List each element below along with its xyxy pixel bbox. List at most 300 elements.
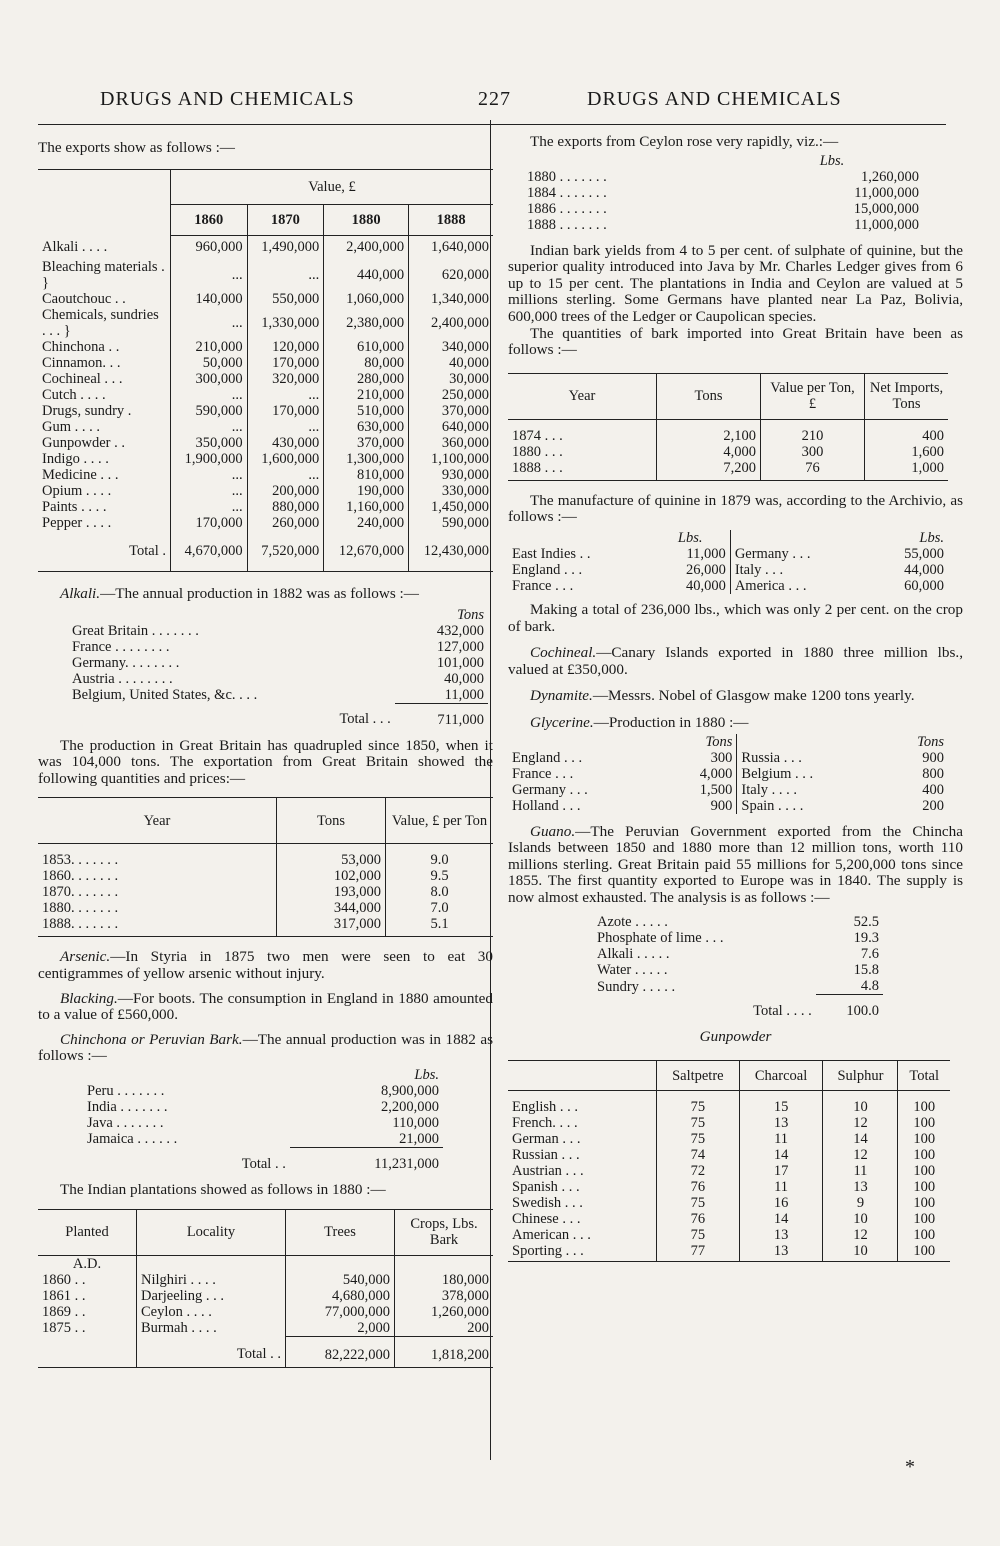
table-row: [508, 1131, 950, 1147]
gb-h-tons: Tons: [277, 798, 386, 844]
chinchona-unit: Lbs.: [414, 1067, 439, 1084]
export-value: ...: [171, 387, 248, 403]
item-value: 300: [710, 749, 733, 766]
export-value: 210,000: [171, 339, 248, 355]
gun-value: 100: [898, 1211, 950, 1227]
plant-trees: 540,000: [286, 1272, 395, 1288]
year-header: 1880: [324, 204, 409, 235]
quinine-total: Making a total of 236,000 lbs., which was only 2 per cent. on the crop of bark.: [508, 600, 963, 635]
list-item: [83, 1131, 443, 1148]
gun-value: 75: [657, 1227, 740, 1243]
plantations-table: [38, 1209, 493, 1368]
gun-nation: Sporting . . .: [508, 1243, 657, 1262]
gun-value: 100: [898, 1131, 950, 1147]
list-item: [508, 798, 948, 814]
table-row: [38, 1288, 493, 1304]
gun-value: 12: [823, 1227, 898, 1243]
plant-total-label: Total . .: [137, 1336, 286, 1367]
item-label: Sundry . . . . .: [597, 978, 676, 995]
item-label: Peru . . . . . . .: [87, 1083, 165, 1100]
plant-locality: Ceylon . . . .: [137, 1304, 286, 1320]
item-label: Alkali . . . . .: [597, 946, 670, 963]
item-value: 800: [922, 765, 944, 782]
gun-nation: Chinese . . .: [512, 1211, 581, 1228]
list-item: [83, 1099, 443, 1115]
table-row: [38, 419, 493, 435]
quinine-table: [508, 530, 948, 594]
item-value: 200: [922, 797, 944, 814]
imp-value: 76: [761, 460, 865, 481]
dynamite-title: Dynamite.: [530, 687, 593, 705]
export-value: 280,000: [324, 371, 409, 387]
list-item: [68, 671, 488, 687]
plant-h-trees: Trees: [286, 1209, 395, 1255]
export-value: 320,000: [247, 371, 324, 387]
gunpowder-table: [508, 1060, 950, 1262]
export-value: 640,000: [409, 419, 493, 435]
gb-export-table: [38, 797, 493, 937]
export-value: 590,000: [171, 403, 248, 419]
list-item: [508, 750, 948, 766]
export-value: 810,000: [324, 467, 409, 483]
item-value: 26,000: [685, 561, 726, 578]
gun-nation: German . . .: [512, 1131, 581, 1148]
export-value: ...: [171, 467, 248, 483]
table-row: [38, 1304, 493, 1320]
imports-text: The quantities of bark imported into Great Britain have been as follows :—: [508, 324, 963, 359]
item-label: England . . .: [512, 749, 583, 766]
plant-h-crops: Crops, Lbs. Bark: [395, 1209, 494, 1255]
export-value: 1,330,000: [247, 307, 324, 339]
total-row: [38, 531, 493, 572]
gun-header: Sulphur: [823, 1061, 898, 1091]
export-value: 930,000: [409, 467, 493, 483]
export-value: 2,400,000: [409, 307, 493, 339]
footer-mark: *: [905, 1456, 915, 1478]
export-label: Opium . . . .: [42, 483, 112, 500]
imp-year: 1874 . . .: [512, 427, 563, 444]
export-label: Caoutchouc . .: [42, 291, 126, 308]
alkali-text: —The annual production in 1882 was as follows :—: [100, 585, 419, 603]
item-value: 8,900,000: [381, 1083, 439, 1100]
table-row: [508, 1115, 950, 1131]
item-label: 1888 . . . . . . .: [527, 216, 607, 233]
list-item: [508, 578, 948, 594]
chinchona-table: [83, 1067, 443, 1172]
plant-locality: Burmah . . . .: [137, 1320, 286, 1337]
plant-crops: 378,000: [395, 1288, 494, 1304]
gun-value: 15: [739, 1091, 823, 1116]
gun-value: 76: [657, 1179, 740, 1195]
list-item: [83, 1115, 443, 1131]
list-item: [523, 169, 923, 185]
item-label: Belgium, United States, &c. . . .: [72, 686, 258, 703]
export-label: Drugs, sundry .: [42, 403, 132, 420]
chinchona-text: —The annual production was in 1882 as follows :—: [38, 1030, 493, 1065]
export-label: Alkali . . . .: [42, 239, 108, 256]
export-value: ...: [171, 307, 248, 339]
imp-tons: 2,100: [657, 419, 761, 444]
item-value: 2,200,000: [381, 1099, 439, 1116]
item-label: Italy . . .: [730, 562, 869, 578]
export-value: 1,300,000: [324, 451, 409, 467]
gun-value: 75: [657, 1131, 740, 1147]
gun-nation: English . . .: [512, 1099, 579, 1116]
table-row: [508, 444, 948, 460]
export-value: 360,000: [409, 435, 493, 451]
chinchona-title: Chinchona or Peruvian Bark.: [60, 1030, 243, 1048]
export-value: 170,000: [247, 355, 324, 371]
item-value: 15,000,000: [853, 200, 919, 217]
item-label: 1880 . . . . . . .: [527, 168, 607, 185]
gb-tons: 53,000: [277, 844, 386, 869]
gun-value: 11: [739, 1179, 823, 1195]
item-value: 40,000: [444, 670, 484, 687]
gun-header: Total: [898, 1061, 950, 1091]
total-value: 711,000: [395, 703, 488, 728]
right-column: [508, 134, 963, 1262]
export-label: Paints . . . .: [42, 499, 107, 516]
export-value: 250,000: [409, 387, 493, 403]
table-row: [38, 355, 493, 371]
plant-locality: Darjeeling . . .: [137, 1288, 286, 1304]
plant-year: 1869 . .: [42, 1303, 86, 1320]
gun-value: 10: [823, 1211, 898, 1227]
gb-year: 1880. . . . . . .: [42, 900, 119, 917]
item-value: 400: [922, 781, 944, 798]
table-row: [508, 1227, 950, 1243]
item-value: 4,000: [699, 765, 733, 782]
gb-value: 9.0: [386, 844, 494, 869]
list-item: [68, 655, 488, 671]
list-item: [593, 962, 883, 978]
gb-year: 1860. . . . . . .: [42, 868, 119, 885]
total-label: Total .: [38, 531, 171, 572]
arsenic-text: —In Styria in 1875 two men were seen to eat 30 centigrammes of yellow arsenic without injury.: [38, 948, 493, 983]
exports-intro: The exports show as follows :—: [38, 139, 235, 156]
table-row: [508, 1091, 950, 1116]
export-value: ...: [171, 499, 248, 515]
gb-value: 7.0: [386, 900, 494, 916]
list-item: [68, 687, 488, 704]
imp-h-tons: Tons: [657, 373, 761, 419]
gun-value: 100: [898, 1147, 950, 1163]
export-label: Bleaching materials . }: [42, 259, 165, 292]
item-value: 11,000,000: [854, 184, 919, 201]
imports-table: [508, 373, 948, 481]
item-value: 21,000: [399, 1131, 439, 1148]
gun-nation: Austrian . . .: [512, 1163, 584, 1180]
item-label: Phosphate of lime . . .: [597, 930, 724, 947]
gb-tons: 193,000: [277, 884, 386, 900]
export-value: 510,000: [324, 403, 409, 419]
export-label: Pepper . . . .: [42, 515, 112, 532]
total-value: 12,670,000: [324, 531, 409, 572]
blacking-title: Blacking.: [60, 989, 118, 1007]
item-value: 900: [710, 797, 733, 814]
ceylon-intro: The exports from Ceylon rose very rapidly, viz.:—: [530, 133, 839, 150]
plant-crops: 1,260,000: [395, 1304, 494, 1320]
export-value: 200,000: [247, 483, 324, 499]
list-item: [593, 946, 883, 962]
item-value: 127,000: [436, 638, 484, 655]
gun-value: 12: [823, 1147, 898, 1163]
export-value: 300,000: [171, 371, 248, 387]
export-value: ...: [247, 387, 324, 403]
item-value: 7.6: [860, 946, 879, 963]
item-label: Russia . . .: [737, 750, 884, 766]
item-label: 1884 . . . . . . .: [527, 184, 607, 201]
item-label: England . . .: [512, 561, 583, 578]
item-label: Austria . . . . . . . .: [72, 670, 173, 687]
imp-year: 1888 . . .: [508, 460, 657, 481]
gun-value: 100: [898, 1091, 950, 1116]
export-value: 1,450,000: [409, 499, 493, 515]
gb-h-year: Year: [38, 798, 277, 844]
gun-value: 13: [823, 1179, 898, 1195]
plant-h-locality: Locality: [137, 1209, 286, 1255]
item-value: 1,500: [699, 781, 733, 798]
table-row: [508, 419, 948, 444]
ceylon-table: [523, 153, 923, 233]
plant-crops: 180,000: [395, 1272, 494, 1288]
list-item: [523, 201, 923, 217]
export-value: 630,000: [324, 419, 409, 435]
table-row: [508, 1147, 950, 1163]
export-value: 170,000: [247, 403, 324, 419]
item-value: 4.8: [860, 978, 879, 995]
export-value: 340,000: [409, 339, 493, 355]
imp-value: 300: [761, 444, 865, 460]
export-value: 1,640,000: [409, 235, 493, 259]
export-value: 620,000: [409, 259, 493, 291]
blacking-text: —For boots. The consumption in England in 1880 amounted to a value of £560,000.: [38, 989, 493, 1024]
imp-net: 400: [865, 419, 949, 444]
list-item: [523, 185, 923, 201]
gun-value: 74: [657, 1147, 740, 1163]
export-value: ...: [247, 419, 324, 435]
export-value: 2,400,000: [324, 235, 409, 259]
item-label: America . . .: [730, 578, 869, 594]
imp-net: 1,600: [865, 444, 949, 460]
export-value: 370,000: [409, 403, 493, 419]
export-value: 370,000: [324, 435, 409, 451]
list-item: [593, 930, 883, 946]
plant-year: 1860 . .: [42, 1271, 86, 1288]
export-label: Chinchona . .: [42, 339, 120, 356]
running-head-right: DRUGS AND CHEMICALS: [587, 88, 842, 110]
imp-year: 1880 . . .: [512, 443, 563, 460]
gun-value: 100: [898, 1227, 950, 1243]
list-item: [593, 978, 883, 995]
table-row: [508, 1243, 950, 1262]
item-label: Italy . . . .: [737, 782, 884, 798]
item-value: 15.8: [853, 962, 879, 979]
export-value: 330,000: [409, 483, 493, 499]
gun-value: 11: [739, 1131, 823, 1147]
gb-tons: 344,000: [277, 900, 386, 916]
export-value: 430,000: [247, 435, 324, 451]
item-label: Belgium . . .: [737, 766, 884, 782]
guano-text: —The Peruvian Government exported from the Chincha Islands between 1850 and 1880 more than 12 million tons, worth 110 millions sterling. Great Britain paid 55 millions for 5,200,000 tons since 1855. The first quantity exported to Europe was in 1840. The supply is now almost exhausted. The analysis is as follows :—: [508, 822, 963, 906]
total-value: 11,231,000: [290, 1148, 443, 1173]
gun-value: 11: [823, 1163, 898, 1179]
table-row: [38, 403, 493, 419]
table-row: [38, 371, 493, 387]
gun-value: 16: [739, 1195, 823, 1211]
table-row: [38, 291, 493, 307]
export-value: 960,000: [171, 235, 248, 259]
export-label: Indigo . . . .: [42, 451, 109, 468]
item-value: 60,000: [904, 577, 944, 594]
item-value: 19.3: [853, 930, 879, 947]
table-row: [38, 900, 493, 916]
gun-value: 13: [739, 1227, 823, 1243]
item-value: 52.5: [853, 914, 879, 931]
gun-value: 100: [898, 1115, 950, 1131]
list-item: [508, 546, 948, 562]
export-value: 880,000: [247, 499, 324, 515]
table-row: [38, 916, 493, 937]
gb-tons: 102,000: [277, 868, 386, 884]
list-item: [83, 1083, 443, 1099]
list-item: [593, 914, 883, 930]
year-header: 1860: [171, 204, 248, 235]
gb-text: The production in Great Britain has quadrupled since 1850, when it was 104,000 tons. The exportation from Great Britain showed the following quantities and prices:—: [38, 736, 493, 787]
table-row: [38, 259, 493, 291]
table-row: [38, 339, 493, 355]
gun-nation: Russian . . .: [512, 1147, 580, 1164]
export-value: 2,380,000: [324, 307, 409, 339]
total-value: 4,670,000: [171, 531, 248, 572]
item-label: Germany . . .: [512, 781, 588, 798]
year-header: 1888: [409, 204, 493, 235]
table-row: [38, 451, 493, 467]
plant-trees: 77,000,000: [286, 1304, 395, 1320]
item-value: 432,000: [436, 622, 484, 639]
imp-tons: 7,200: [657, 460, 761, 481]
imp-h-year: Year: [508, 373, 657, 419]
header-rule: [38, 124, 946, 125]
year-header: 1870: [247, 204, 324, 235]
item-label: Spain . . . .: [737, 798, 884, 814]
alkali-title: Alkali.: [60, 585, 101, 603]
list-item: [68, 639, 488, 655]
total-row: [83, 1148, 443, 1173]
export-label: Cinnamon. . .: [42, 355, 121, 372]
export-value: ...: [247, 467, 324, 483]
gun-value: 76: [657, 1211, 740, 1227]
item-value: 40,000: [685, 577, 726, 594]
gunpowder-title: Gunpowder: [699, 1028, 772, 1046]
table-row: [38, 884, 493, 900]
value-heading: Value, £: [171, 169, 494, 204]
gun-value: 9: [823, 1195, 898, 1211]
item-label: East Indies . .: [512, 545, 591, 562]
gb-year: 1888. . . . . . .: [38, 916, 277, 937]
gun-value: 100: [898, 1195, 950, 1211]
gun-nation: French. . . .: [512, 1115, 578, 1132]
export-value: 1,060,000: [324, 291, 409, 307]
total-label: Total . . .: [339, 711, 391, 728]
item-value: 44,000: [904, 561, 944, 578]
table-row: [38, 467, 493, 483]
export-value: ...: [171, 483, 248, 499]
export-value: 440,000: [324, 259, 409, 291]
table-row: [38, 844, 493, 869]
table-row: [508, 1195, 950, 1211]
table-row: [38, 515, 493, 531]
plant-total-crops: 1,818,200: [395, 1336, 494, 1367]
gb-year: 1870. . . . . . .: [42, 884, 119, 901]
gun-header: Saltpetre: [657, 1061, 740, 1091]
list-item: [523, 217, 923, 233]
table-row: [38, 1272, 493, 1288]
table-row: [38, 235, 493, 259]
item-label: Water . . . . .: [597, 962, 668, 979]
gun-nation: American . . .: [512, 1227, 591, 1244]
dynamite-text: —Messrs. Nobel of Glasgow make 1200 tons yearly.: [592, 687, 915, 705]
item-value: 11,000: [686, 545, 726, 562]
table-row: [38, 868, 493, 884]
ceylon-unit: Lbs.: [819, 152, 845, 169]
guano-table: [593, 914, 883, 1019]
export-label: Cutch . . . .: [42, 387, 106, 404]
export-label: Medicine . . .: [42, 467, 119, 484]
guano-title: Guano.: [530, 822, 576, 840]
quinine-unit-a: Lbs.: [677, 529, 703, 546]
export-value: ...: [171, 259, 248, 291]
running-head-left: DRUGS AND CHEMICALS: [100, 88, 355, 110]
table-row: [38, 387, 493, 403]
glycerine-title: Glycerine.: [530, 713, 594, 731]
gun-value: 75: [657, 1091, 740, 1116]
export-value: 260,000: [247, 515, 324, 531]
imp-value: 210: [761, 419, 865, 444]
page-number: 227: [478, 88, 511, 110]
plant-locality: Nilghiri . . . .: [137, 1272, 286, 1288]
exports-table: [38, 169, 493, 573]
gun-value: 72: [657, 1163, 740, 1179]
item-label: India . . . . . . .: [87, 1099, 168, 1116]
cochineal-title: Cochineal.: [530, 644, 597, 662]
list-item: [508, 562, 948, 578]
table-row: [38, 435, 493, 451]
export-value: 350,000: [171, 435, 248, 451]
export-value: 30,000: [409, 371, 493, 387]
list-item: [508, 766, 948, 782]
export-value: 140,000: [171, 291, 248, 307]
plant-trees: 2,000: [286, 1320, 395, 1337]
total-value: 12,430,000: [409, 531, 493, 572]
item-label: Germany . . .: [730, 546, 869, 562]
item-value: 900: [922, 749, 944, 766]
export-value: 120,000: [247, 339, 324, 355]
quinine-text: The manufacture of quinine in 1879 was, according to the Archivio, as follows :—: [508, 491, 963, 526]
list-item: [508, 782, 948, 798]
item-label: Holland . . .: [512, 797, 581, 814]
item-label: France . . . . . . . .: [72, 638, 170, 655]
gun-value: 77: [657, 1243, 740, 1262]
plant-crops: 200: [395, 1320, 494, 1337]
export-value: ...: [247, 259, 324, 291]
total-row: [38, 1336, 493, 1367]
export-value: 610,000: [324, 339, 409, 355]
glycerine-unit-b: Tons: [917, 733, 944, 750]
gb-value: 8.0: [386, 884, 494, 900]
glycerine-text: —Production in 1880 :—: [593, 713, 749, 731]
item-value: 110,000: [392, 1115, 439, 1132]
